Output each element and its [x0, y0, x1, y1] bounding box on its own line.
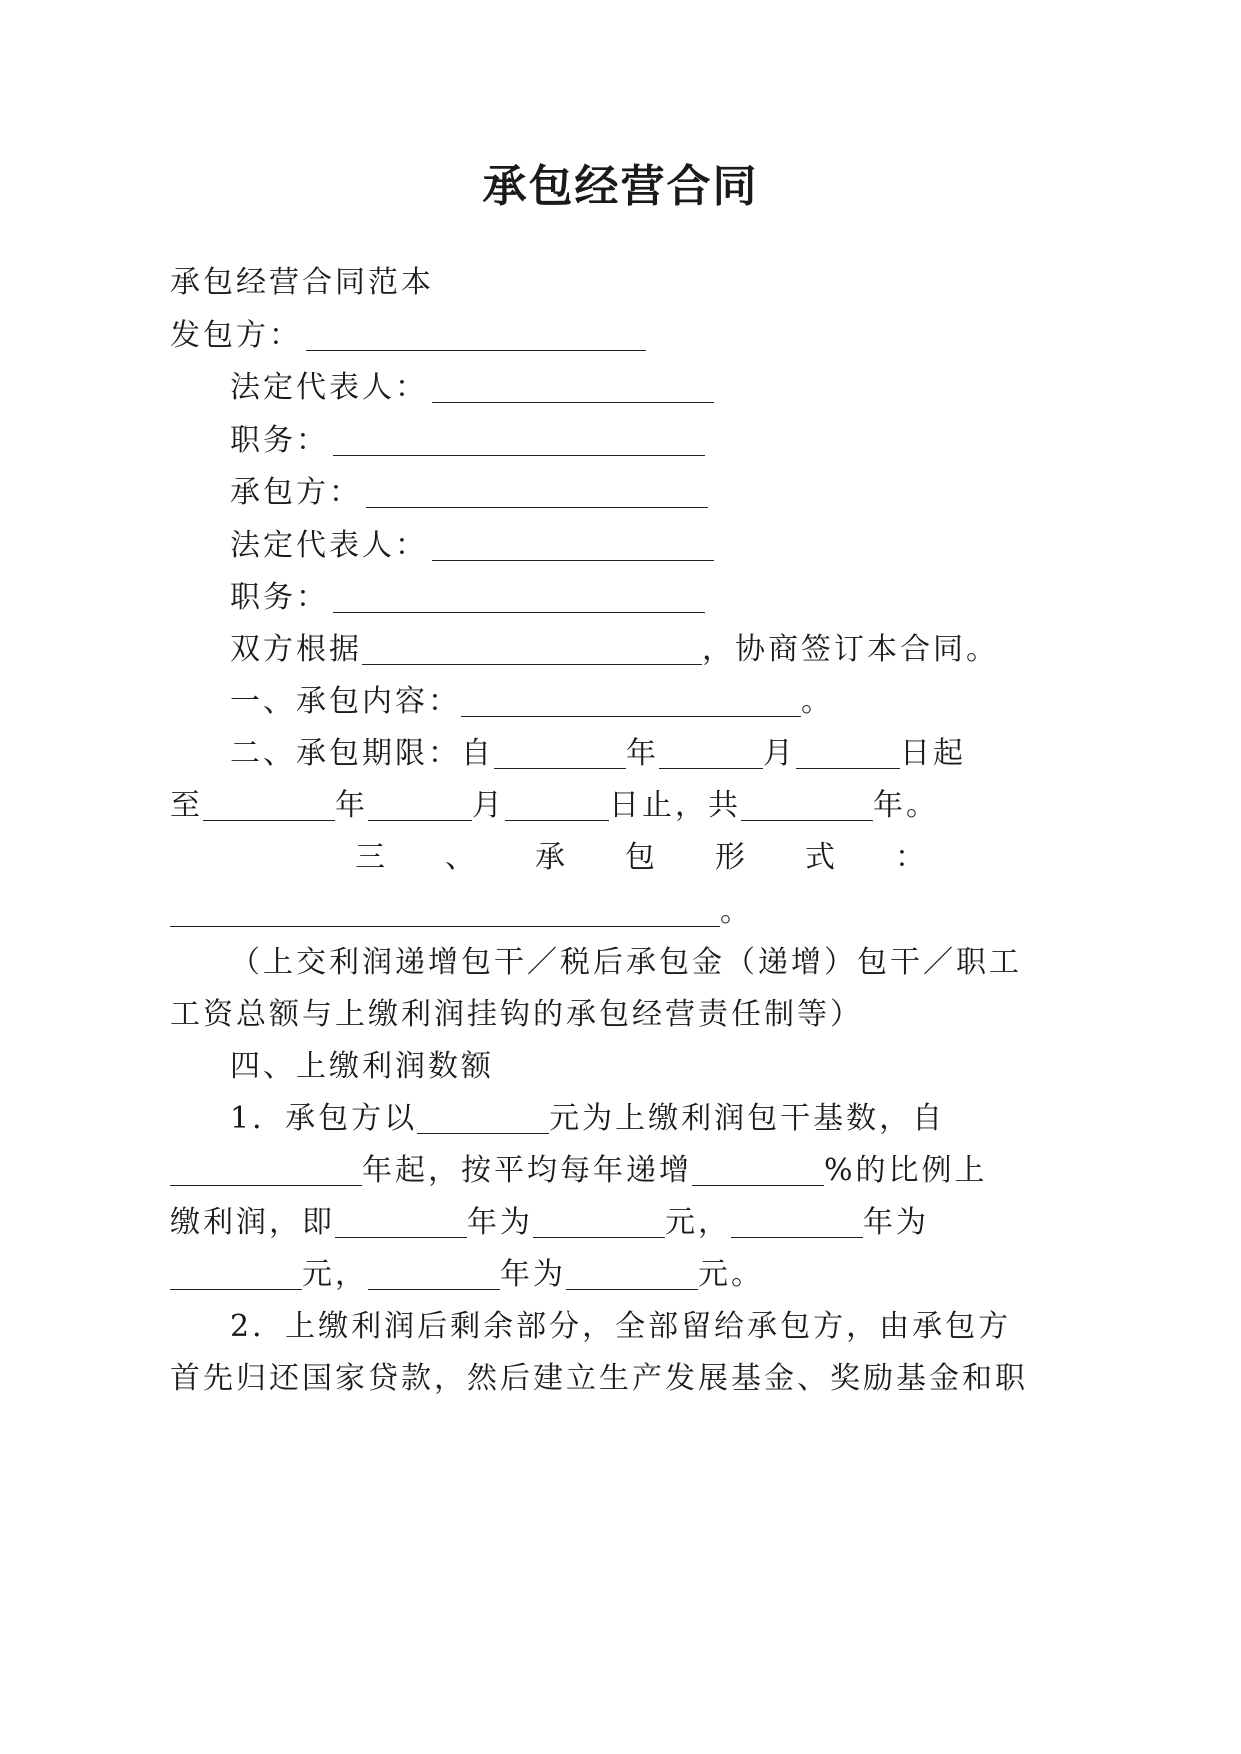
p1-b: 元为上缴利润包干基数，自 — [549, 1101, 946, 1136]
item2-year-label: 年 — [626, 736, 659, 771]
item3-blank-line — [170, 892, 753, 932]
p2-line2: 首先归还国家贷款，然后建立生产发展基金、奖励基金和职 — [170, 1361, 1028, 1396]
party-b-line — [230, 473, 708, 513]
item3-char: 包 — [625, 840, 655, 875]
item2-month2-label: 月 — [472, 788, 505, 823]
p1-start-year-blank[interactable] — [170, 1159, 362, 1186]
p1-f: 年为 — [467, 1205, 533, 1240]
legal-rep-2-blank[interactable] — [432, 534, 714, 561]
item3-heading — [355, 838, 925, 878]
p1-amount-c-blank[interactable] — [566, 1263, 698, 1290]
p1-e: 缴利润，即 — [170, 1205, 335, 1240]
item2-year2-label: 年 — [335, 788, 368, 823]
party-b-label: 承包方： — [230, 475, 362, 510]
item3-char: 三 — [355, 840, 385, 875]
item2-month2-blank[interactable] — [368, 794, 472, 821]
contract-subtitle: 承包经营合同范本 — [170, 265, 434, 300]
item3-char: 形 — [715, 840, 745, 875]
p1-year-a-blank[interactable] — [335, 1211, 467, 1238]
item1-prefix: 一、承包内容： — [230, 684, 461, 719]
item2-day-from-label: 日起 — [900, 736, 966, 771]
p1-a: 1．承包方以 — [230, 1101, 418, 1136]
basis-suffix: ，协商签订本合同。 — [702, 632, 999, 667]
p1-c: 年起，按平均每年递增 — [362, 1153, 692, 1188]
p1-d: %的比例上 — [824, 1153, 988, 1188]
party-a-label: 发包方： — [170, 318, 302, 353]
party-a-blank[interactable] — [306, 324, 646, 351]
p1-line2 — [170, 1151, 988, 1191]
item2-years-end: 年。 — [873, 788, 939, 823]
item2-day-blank[interactable] — [796, 742, 900, 769]
item2-line2 — [170, 786, 939, 826]
item4-heading: 四、上缴利润数额 — [230, 1049, 494, 1084]
basis-line — [230, 630, 999, 670]
note-line-1: （上交利润递增包干／税后承包金（递增）包干／职工 — [230, 945, 1022, 980]
p2-line1: 2．上缴利润后剩余部分，全部留给承包方，由承包方 — [230, 1309, 1012, 1344]
item2-year2-blank[interactable] — [203, 794, 335, 821]
p1-year-b-blank[interactable] — [731, 1211, 863, 1238]
p1-h: 年为 — [863, 1205, 929, 1240]
position-blank[interactable] — [333, 429, 705, 456]
item2-day2-blank[interactable] — [505, 794, 609, 821]
p1-amount-a-blank[interactable] — [533, 1211, 665, 1238]
item3-char: 、 — [445, 840, 475, 875]
note-line-2: 工资总额与上缴利润挂钩的承包经营责任制等） — [170, 997, 863, 1032]
legal-rep-line — [230, 368, 714, 408]
legal-rep-blank[interactable] — [432, 376, 714, 403]
item2-month-label: 月 — [763, 736, 796, 771]
position-2-label: 职务： — [230, 580, 329, 615]
item1-suffix: 。 — [801, 684, 834, 719]
basis-prefix: 双方根据 — [230, 632, 362, 667]
p1-k: 元。 — [698, 1257, 764, 1292]
party-a-line — [170, 316, 646, 356]
legal-rep-2-label: 法定代表人： — [230, 528, 428, 563]
legal-rep-2-line — [230, 526, 714, 566]
item3-char: 承 — [535, 840, 565, 875]
document-title: 承包经营合同 — [482, 161, 759, 212]
item3-blank[interactable] — [170, 900, 720, 927]
position-line — [230, 421, 705, 461]
legal-rep-label: 法定代表人： — [230, 370, 428, 405]
item2-day-to-label: 日止，共 — [609, 788, 741, 823]
item2-to-label: 至 — [170, 788, 203, 823]
item1-line — [230, 682, 834, 722]
p1-rate-blank[interactable] — [692, 1159, 824, 1186]
p1-line1 — [230, 1099, 945, 1139]
p1-line3 — [170, 1203, 929, 1243]
party-b-blank[interactable] — [366, 481, 708, 508]
p1-i: 元， — [302, 1257, 368, 1292]
p1-base-blank[interactable] — [417, 1107, 549, 1134]
p1-g: 元， — [665, 1205, 731, 1240]
item2-year-blank[interactable] — [494, 742, 626, 769]
item2-total-blank[interactable] — [741, 794, 873, 821]
item3-end: 。 — [720, 894, 753, 929]
item2-month-blank[interactable] — [659, 742, 763, 769]
p1-amount-b-blank[interactable] — [170, 1263, 302, 1290]
position-2-line — [230, 578, 705, 618]
basis-blank[interactable] — [362, 638, 702, 665]
item1-blank[interactable] — [461, 690, 801, 717]
item2-line1 — [230, 734, 966, 774]
item2-prefix: 二、承包期限：自 — [230, 736, 494, 771]
p1-line4 — [170, 1255, 764, 1295]
p1-j: 年为 — [500, 1257, 566, 1292]
position-2-blank[interactable] — [333, 586, 705, 613]
position-label: 职务： — [230, 423, 329, 458]
item3-char: 式 — [805, 840, 835, 875]
item3-char: ： — [895, 840, 925, 875]
p1-year-c-blank[interactable] — [368, 1263, 500, 1290]
